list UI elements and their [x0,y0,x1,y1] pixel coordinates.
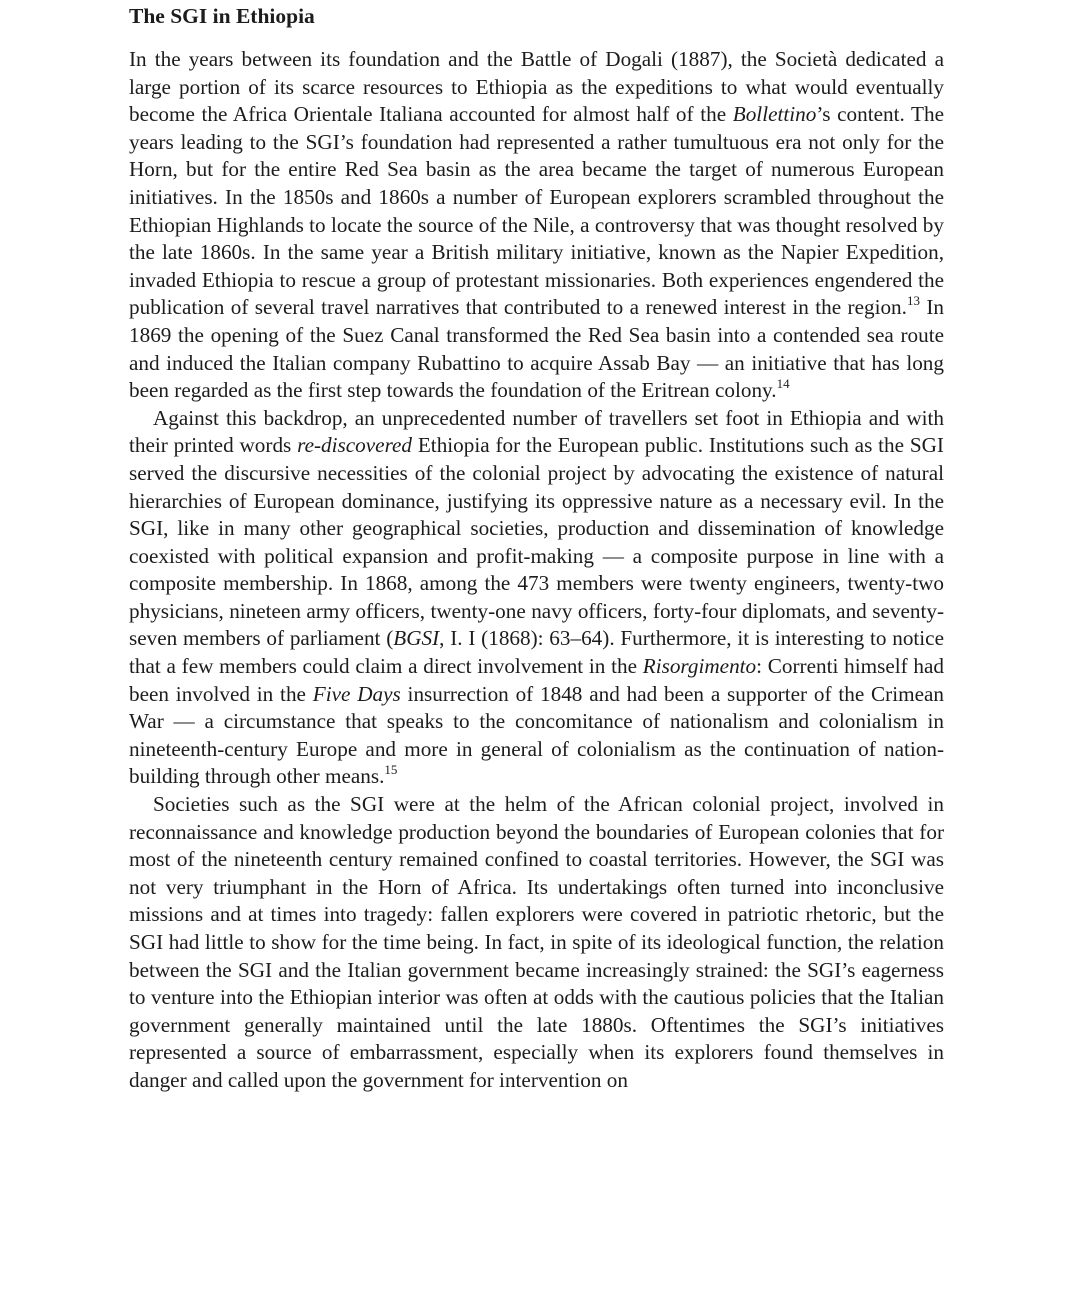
italic-term: BGSI [393,626,440,651]
paragraph [129,405,944,791]
text-run: Against this backdrop, an unprecedented number of travellers set foot in Ethiopia and with their printed words [129,405,944,458]
italic-term: Five Days [312,681,401,706]
italic-term: Risorgimento [642,654,757,679]
text-run: Societies such as the SGI were at the helm of the African colonial project, involved in reconnaissance and knowledge production beyond the boundaries of European colonies that for most of the nineteenth century remained confined to coastal territories. However, the SGI was not very triumphant in the Horn of Africa. Its undertakings often turned into inconclusive missions and at times into tragedy: fallen explorers were covered in patriotic rhetoric, but the SGI had little to show for the time being. In fact, in spite of its ideological function, the relation between the SGI and the Italian government became increasingly strained: the SGI’s eagerness to venture into the Ethiopian interior was often at odds with the cautious policies that the Italian government generally maintained until the late 1880s. Oftentimes the SGI’s initiatives represented a source of embarrassment, especially when its explorers found themselves in danger and called upon the government for intervention on [129,792,944,1092]
text-run: In 1869 the opening of the Suez Canal transformed the Red Sea basin into a contended sea route and induced the Italian company Rubattino to acquire Assab Bay — an initiative that has long been regarded as the first step towards the foundation of the Eritrean colony. [129,295,944,403]
italic-term: Bollettino [732,102,817,127]
text-run: Ethiopia for the European public. Institutions such as the SGI served the discursive necessities of the colonial project by advocating the existence of natural hierarchies of European dominance, justifying its oppressive nature as a necessary evil. In the SGI, like in many other geographical societies, production and dissemination of knowledge coexisted with political expansion and profit-making — a composite purpose in line with a composite membership. In 1868, among the 473 members were twenty engineers, twenty-two physicians, nineteen army officers, twenty-one navy officers, forty-four diplomats, and seventy-seven members of parliament ( [129,433,944,651]
footnote-marker: 13 [906,293,920,309]
document-page [129,2,944,1095]
body-text [129,46,944,1095]
footnote-marker: 15 [384,762,398,778]
section-heading: The SGI in Ethiopia [129,4,315,28]
paragraph [129,46,944,405]
text-run: : Correnti himself had been involved in the [129,654,945,706]
text-run: , I. I (1868): 63–64). Furthermore, it is interesting to notice that a few members could claim a direct involvement in the [129,626,944,679]
text-run: ’s content. The years leading to the SGI’s foundation had represented a rather tumultuous era not only for the Horn, but for the entire Red Sea basin as the area became the target of numerous European initiatives. In the 1850s and 1860s a number of European explorers scrambled throughout the Ethiopian Highlands to locate the source of the Nile, a controversy that was thought resolved by the late 1860s. In the same year a British military initiative, known as the Napier Expedition, invaded Ethiopia to rescue a group of protestant missionaries. Both experiences engendered the publication of several travel narratives that contributed to a renewed interest in the region. [129,102,944,320]
paragraph [129,791,944,1095]
footnote-marker: 14 [776,376,790,392]
text-run: In the years between its foundation and the Battle of Dogali (1887), the Società dedicated a large portion of its scarce resources to Ethiopia as the expeditions to what would eventually become the Africa Orientale Italiana accounted for almost half of the [129,47,944,127]
text-run: insurrection of 1848 and had been a supporter of the Crimean War — a circumstance that speaks to the concomitance of nationalism and colonialism in nineteenth-century Europe and more in general of colonialism as the continuation of nation-building through other means. [129,681,944,789]
italic-term: re-discovered [297,433,413,458]
